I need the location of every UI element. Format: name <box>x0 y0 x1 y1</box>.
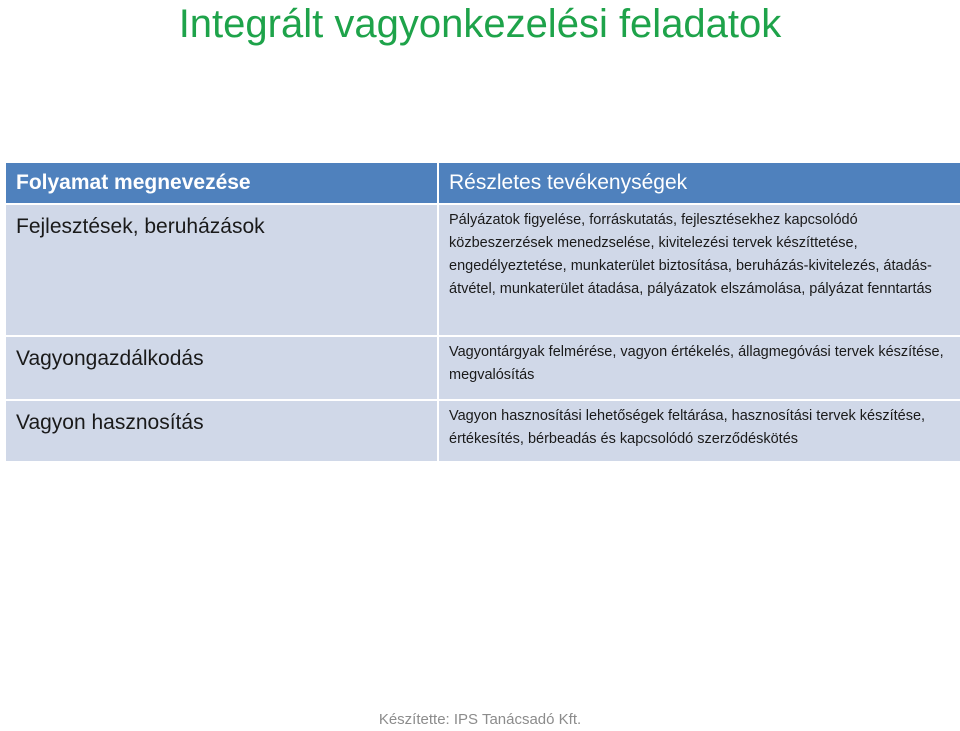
activities-cell: Vagyon hasznosítási lehetőségek feltárása, hasznosítási tervek készítése, értékesítés, bérbeadás és kapcsolódó szerződéskötés <box>438 400 960 462</box>
table-row <box>5 204 960 336</box>
table-row <box>5 400 960 462</box>
column-header-process: Folyamat megnevezése <box>5 162 438 204</box>
table-header-row <box>5 162 960 204</box>
table-row <box>5 336 960 400</box>
activities-cell: Pályázatok figyelése, forráskutatás, fejlesztésekhez kapcsolódó közbeszerzések menedzselése, kivitelezési tervek készíttetése, engedélyeztetése, munkaterület biztosítása, beruházás-kivitelezés, átadás-átvétel, munkaterület átadása, pályázatok elszámolása, pályázat fenntartás <box>438 204 960 336</box>
process-cell: Vagyon hasznosítás <box>5 400 438 462</box>
footer-credit: Készítette: IPS Tanácsadó Kft. <box>378 711 582 728</box>
page-title: Integrált vagyonkezelési feladatok <box>178 2 782 46</box>
activities-table <box>4 161 960 463</box>
column-header-activities: Részletes tevékenységek <box>438 162 960 204</box>
process-cell: Vagyongazdálkodás <box>5 336 438 400</box>
activities-cell: Vagyontárgyak felmérése, vagyon értékelés, állagmegóvási tervek készítése, megvalósítás <box>438 336 960 400</box>
process-cell: Fejlesztések, beruházások <box>5 204 438 336</box>
